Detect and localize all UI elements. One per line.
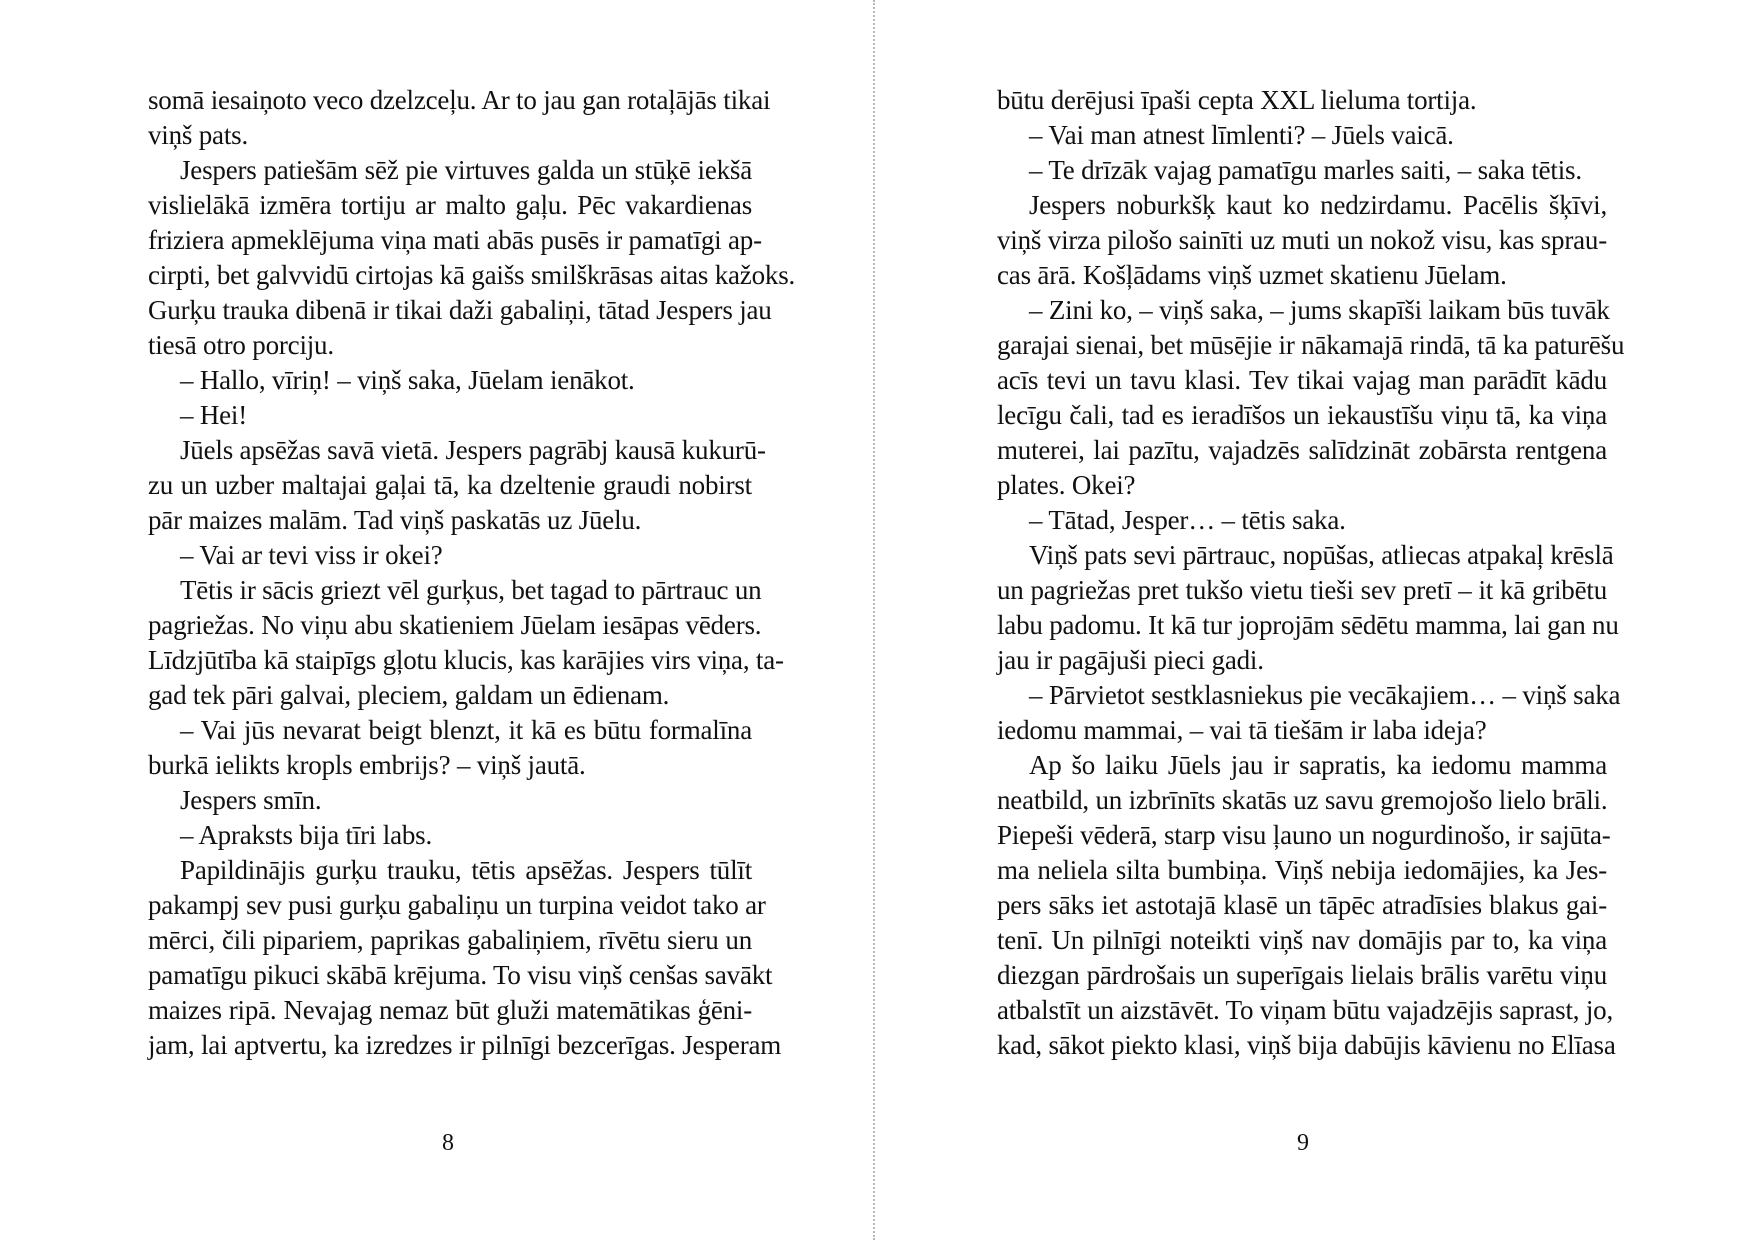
text-line: Ap šo laiku Jūels jau ir sapratis, ka iedomu mamma bbox=[1029, 750, 1607, 780]
text-line: – Pārvietot sestklasniekus pie vecākajiem… – viņš saka bbox=[1029, 680, 1621, 710]
text-line: būtu derējusi īpaši cepta XXL lieluma tortija. bbox=[997, 85, 1477, 115]
text-line: cirpti, bet galvvidū cirtojas kā gaišs smilškrāsas aitas kažoks. bbox=[148, 260, 796, 290]
text-line: neatbild, un izbrīnīts skatās uz savu gremojošo lielo brāli. bbox=[997, 785, 1608, 815]
text-line: gad tek pāri galvai, pleciem, galdam un ēdienam. bbox=[148, 680, 670, 710]
text-line: somā iesaiņoto veco dzelzceļu. Ar to jau gan rotaļājās tikai bbox=[148, 85, 771, 115]
text-line: Jespers patiešām sēž pie virtuves galda un stūķē iekšā bbox=[180, 155, 752, 185]
text-line: maizes ripā. Nevajag nemaz būt gluži matemātikas ģēni- bbox=[148, 995, 752, 1025]
text-line: jam, lai aptvertu, ka izredzes ir pilnīgi bezcerīgas. Jesperam bbox=[148, 1030, 782, 1060]
text-line: – Vai ar tevi viss ir okei? bbox=[180, 540, 443, 570]
left-page-body bbox=[148, 83, 796, 1063]
text-line: Piepeši vēderā, starp visu ļauno un nogurdinošo, ir sajūta- bbox=[997, 820, 1611, 850]
text-line: – Apraksts bija tīri labs. bbox=[180, 820, 433, 850]
text-line: – Hallo, vīriņ! – viņš saka, Jūelam ienākot. bbox=[180, 365, 635, 395]
left-page bbox=[0, 0, 873, 1240]
text-line: cas ārā. Košļādams viņš uzmet skatienu Jūelam. bbox=[997, 260, 1507, 290]
text-line: labu padomu. It kā tur joprojām sēdētu mamma, lai gan nu bbox=[997, 610, 1619, 640]
text-line: mērci, čili pipariem, paprikas gabaliņiem, rīvētu sieru un bbox=[148, 925, 752, 955]
text-line: diezgan pārdrošais un superīgais lielais brālis varētu viņu bbox=[997, 960, 1607, 990]
text-line: – Vai man atnest līmlenti? – Jūels vaicā. bbox=[1029, 120, 1454, 150]
text-line: kad, sākot piekto klasi, viņš bija dabūjis kāvienu no Elīasa bbox=[997, 1030, 1616, 1060]
text-line: Papildinājis gurķu trauku, tētis apsēžas. Jespers tūlīt bbox=[180, 855, 752, 885]
text-line: pagriežas. No viņu abu skatieniem Jūelam iesāpas vēders. bbox=[148, 610, 762, 640]
text-line: muterei, lai pazītu, vajadzēs salīdzināt zobārsta rentgena bbox=[997, 435, 1607, 465]
text-line: jau ir pagājuši pieci gadi. bbox=[997, 645, 1264, 675]
text-line: pers sāks iet astotajā klasē un tāpēc atradīsies blakus gai- bbox=[997, 890, 1607, 920]
right-page-number: 9 bbox=[1297, 1130, 1309, 1156]
text-line: atbalstīt un aizstāvēt. To viņam būtu vajadzējis saprast, jo, bbox=[997, 995, 1614, 1025]
text-line: Līdzjūtība kā staipīgs gļotu klucis, kas karājies virs viņa, ta- bbox=[148, 645, 784, 675]
text-line: un pagriežas pret tukšo vietu tieši sev pretī – it kā gribētu bbox=[997, 575, 1607, 605]
text-line: ma neliela silta bumbiņa. Viņš nebija iedomājies, ka Jes- bbox=[997, 855, 1607, 885]
text-line: – Hei! bbox=[180, 400, 248, 430]
text-line: pakampj sev pusi gurķu gabaliņu un turpina veidot tako ar bbox=[148, 890, 766, 920]
text-line: – Zini ko, – viņš saka, – jums skapīši laikam būs tuvāk bbox=[1029, 295, 1610, 325]
text-line: – Te drīzāk vajag pamatīgu marles saiti, – saka tētis. bbox=[1029, 155, 1582, 185]
text-line: zu un uzber maltajai gaļai tā, ka dzeltenie graudi nobirst bbox=[148, 470, 752, 500]
text-line: Jespers smīn. bbox=[180, 785, 322, 815]
text-line: Viņš pats sevi pārtrauc, nopūšas, atliecas atpakaļ krēslā bbox=[1029, 540, 1614, 570]
text-line: Tētis ir sācis griezt vēl gurķus, bet tagad to pārtrauc un bbox=[180, 575, 762, 605]
left-page-number: 8 bbox=[442, 1130, 454, 1156]
text-line: acīs tevi un tavu klasi. Tev tikai vajag man parādīt kādu bbox=[997, 365, 1607, 395]
right-page bbox=[875, 0, 1748, 1240]
text-line: friziera apmeklējuma viņa mati abās pusēs ir pamatīgi ap- bbox=[148, 225, 762, 255]
text-line: burkā ielikts kropls embrijs? – viņš jautā. bbox=[148, 750, 586, 780]
text-line: tenī. Un pilnīgi noteikti viņš nav domājis par to, ka viņa bbox=[997, 925, 1607, 955]
text-line: lecīgu čali, tad es ieradīšos un iekaustīšu viņu tā, ka viņa bbox=[997, 400, 1607, 430]
text-line: Jūels apsēžas savā vietā. Jespers pagrābj kausā kukurū- bbox=[180, 435, 766, 465]
text-line: – Tātad, Jesper… – tētis saka. bbox=[1029, 505, 1346, 535]
text-line: vislielākā izmēra tortiju ar malto gaļu. Pēc vakardienas bbox=[148, 190, 752, 220]
text-line: iedomu mammai, – vai tā tiešām ir laba ideja? bbox=[997, 715, 1487, 745]
text-line: Jespers noburkšķ kaut ko nedzirdamu. Pacēlis šķīvi, bbox=[1029, 190, 1607, 220]
text-line: Gurķu trauka dibenā ir tikai daži gabaliņi, tātad Jespers jau bbox=[148, 295, 772, 325]
right-page-body bbox=[997, 83, 1625, 1063]
text-line: tiesā otro porciju. bbox=[148, 330, 334, 360]
text-line: pār maizes malām. Tad viņš paskatās uz Jūelu. bbox=[148, 505, 642, 535]
text-line: plates. Okei? bbox=[997, 470, 1136, 500]
text-line: – Vai jūs nevarat beigt blenzt, it kā es būtu formalīna bbox=[180, 715, 752, 745]
text-line: viņš pats. bbox=[148, 120, 249, 150]
text-line: viņš virza pilošo sainīti uz muti un nokož visu, kas sprau- bbox=[997, 225, 1607, 255]
text-line: garajai sienai, bet mūsējie ir nākamajā rindā, tā ka paturēšu bbox=[997, 330, 1625, 360]
text-line: pamatīgu pikuci skābā krējuma. To visu viņš cenšas savākt bbox=[148, 960, 773, 990]
